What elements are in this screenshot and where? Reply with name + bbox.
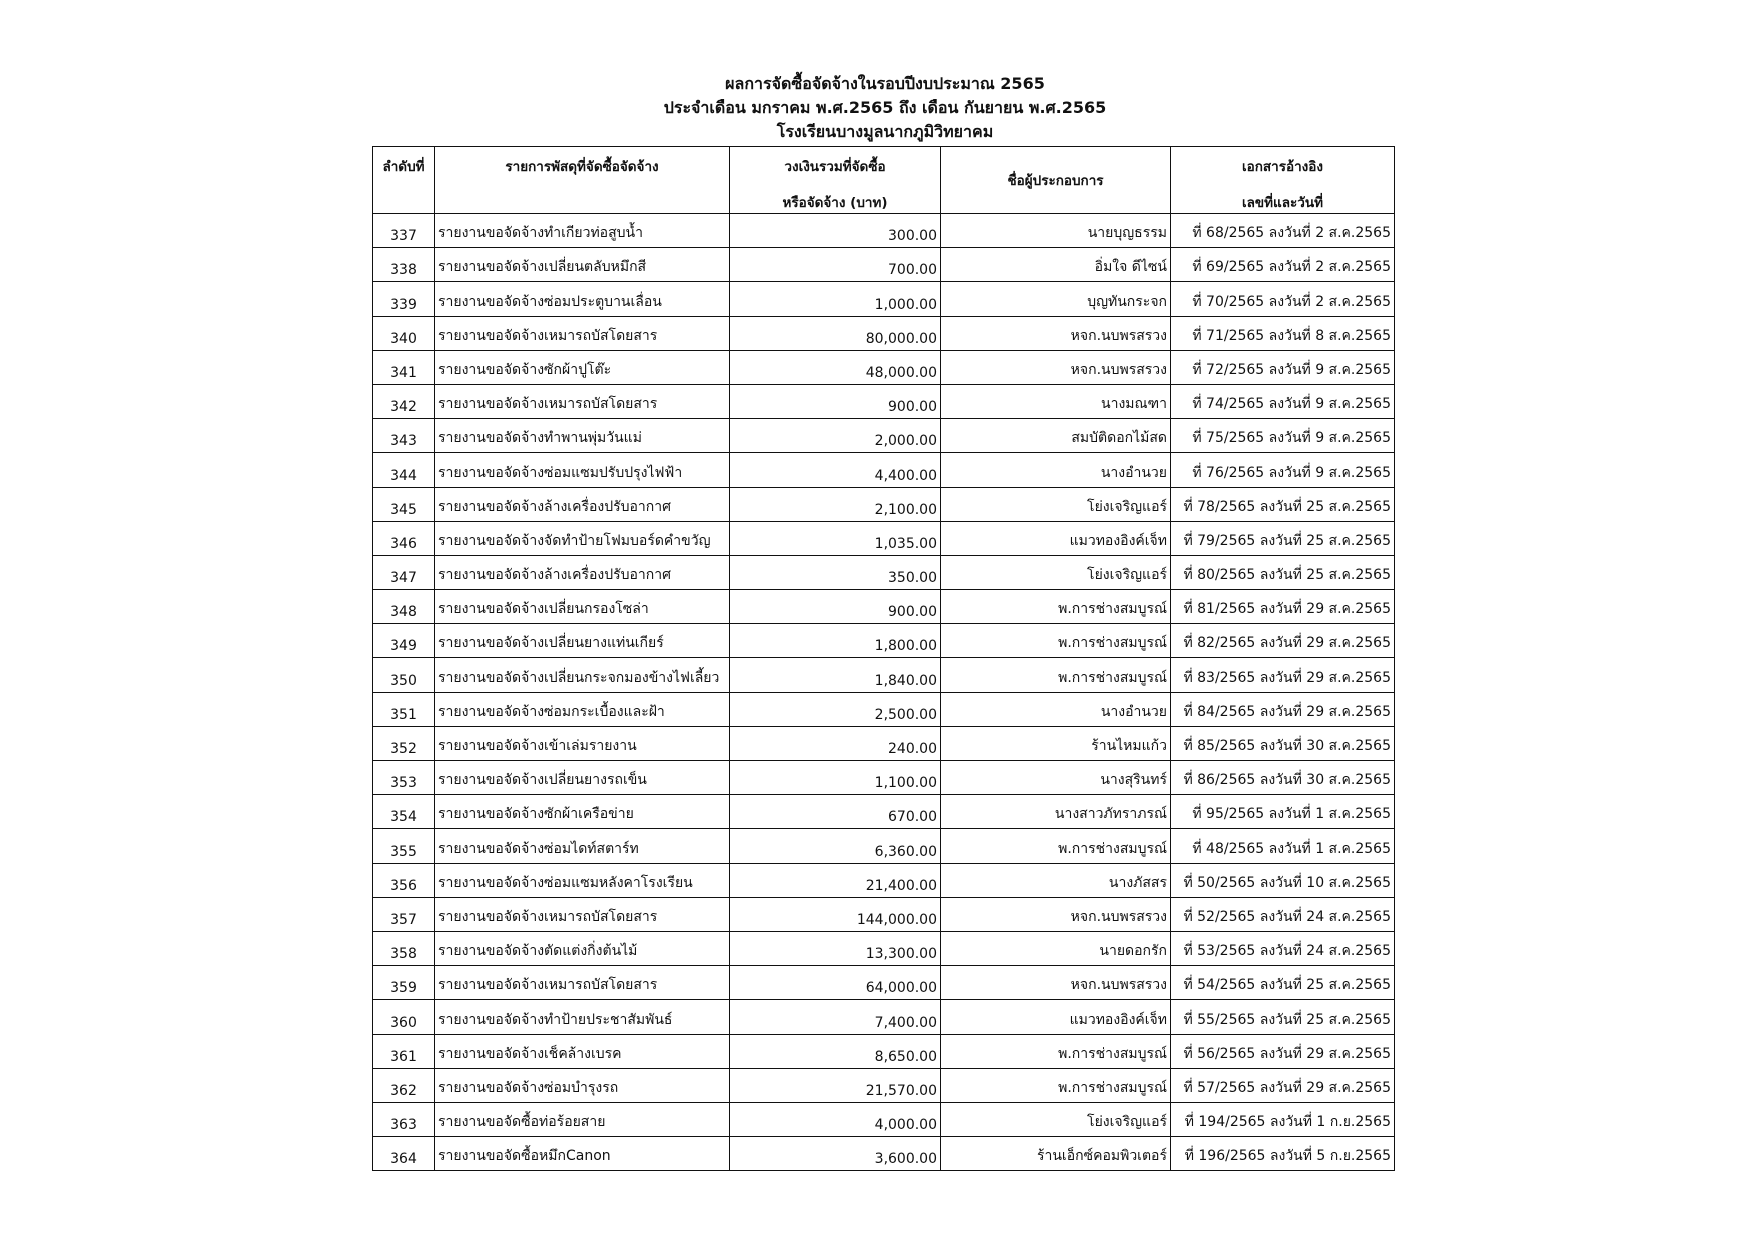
row-number: 343 — [373, 419, 435, 453]
header-amount-line2: หรือจัดจ้าง (บาท) — [782, 195, 888, 211]
vendor-name: โย่งเจริญแอร์ — [941, 1102, 1171, 1136]
row-number: 346 — [373, 521, 435, 555]
table-row — [373, 761, 1395, 795]
table-body — [373, 214, 1395, 1171]
vendor-name: นายดอกรัก — [941, 931, 1171, 965]
amount: 4,000.00 — [730, 1102, 941, 1136]
title-line-2: ประจำเดือน มกราคม พ.ศ.2565 ถึง เดือน กันยายน พ.ศ.2565 — [663, 98, 1107, 117]
row-number: 357 — [373, 897, 435, 931]
vendor-name: พ.การช่างสมบูรณ์ — [941, 1068, 1171, 1102]
table-row — [373, 384, 1395, 418]
item-description: รายงานขอจัดจ้างซ่อมแซมปรับปรุงไฟฟ้า — [435, 453, 730, 487]
item-description: รายงานขอจัดจ้างเหมารถบัสโดยสาร — [435, 966, 730, 1000]
row-number: 351 — [373, 692, 435, 726]
table-row — [373, 658, 1395, 692]
row-number: 359 — [373, 966, 435, 1000]
vendor-name: นางสุรินทร์ — [941, 761, 1171, 795]
table-header-row — [373, 147, 1395, 214]
item-description: รายงานขอจัดจ้างทำเกียวท่อสูบน้ำ — [435, 214, 730, 248]
vendor-name: นางมณฑา — [941, 384, 1171, 418]
reference-document: ที่ 82/2565 ลงวันที่ 29 ส.ค.2565 — [1171, 624, 1395, 658]
amount: 240.00 — [730, 726, 941, 760]
row-number: 353 — [373, 761, 435, 795]
item-description: รายงานขอจัดจ้างตัดแต่งกิ่งต้นไม้ — [435, 931, 730, 965]
vendor-name: พ.การช่างสมบูรณ์ — [941, 624, 1171, 658]
reference-document: ที่ 196/2565 ลงวันที่ 5 ก.ย.2565 — [1171, 1137, 1395, 1171]
vendor-name: นางภัสสร — [941, 863, 1171, 897]
vendor-name: พ.การช่างสมบูรณ์ — [941, 1034, 1171, 1068]
item-description: รายงานขอจัดจ้างซ่อมบำรุงรถ — [435, 1068, 730, 1102]
amount: 6,360.00 — [730, 829, 941, 863]
reference-document: ที่ 76/2565 ลงวันที่ 9 ส.ค.2565 — [1171, 453, 1395, 487]
table-row — [373, 1102, 1395, 1136]
reference-document: ที่ 68/2565 ลงวันที่ 2 ส.ค.2565 — [1171, 214, 1395, 248]
table-row — [373, 350, 1395, 384]
item-description: รายงานขอจัดจ้างเปลี่ยนตลับหมึกสี — [435, 248, 730, 282]
item-description: รายงานขอจัดจ้างซักผ้าปูโต๊ะ — [435, 350, 730, 384]
amount: 670.00 — [730, 795, 941, 829]
table-row — [373, 590, 1395, 624]
row-number: 364 — [373, 1137, 435, 1171]
amount: 900.00 — [730, 590, 941, 624]
item-description: รายงานขอจัดจ้างเหมารถบัสโดยสาร — [435, 316, 730, 350]
vendor-name: ร้านไหมแก้ว — [941, 726, 1171, 760]
row-number: 347 — [373, 555, 435, 589]
row-number: 337 — [373, 214, 435, 248]
vendor-name: บุญทันกระจก — [941, 282, 1171, 316]
table-row — [373, 521, 1395, 555]
vendor-name: ร้านเอ็กซ์คอมพิวเตอร์ — [941, 1137, 1171, 1171]
amount: 2,500.00 — [730, 692, 941, 726]
reference-document: ที่ 70/2565 ลงวันที่ 2 ส.ค.2565 — [1171, 282, 1395, 316]
item-description: รายงานขอจัดจ้างเช็คล้างเบรค — [435, 1034, 730, 1068]
reference-document: ที่ 75/2565 ลงวันที่ 9 ส.ค.2565 — [1171, 419, 1395, 453]
amount: 4,400.00 — [730, 453, 941, 487]
vendor-name: หจก.นบพรสรวง — [941, 897, 1171, 931]
item-description: รายงานขอจัดจ้างทำป้ายประชาสัมพันธ์ — [435, 1000, 730, 1034]
table-row — [373, 1137, 1395, 1171]
vendor-name: หจก.นบพรสรวง — [941, 350, 1171, 384]
item-description: รายงานขอจัดจ้างเปลี่ยนกระจกมองข้างไฟเลี้ยว — [435, 658, 730, 692]
row-number: 352 — [373, 726, 435, 760]
header-amount-line1: วงเงินรวมที่จัดซื้อ — [784, 159, 886, 175]
vendor-name: นายบุญธรรม — [941, 214, 1171, 248]
amount: 8,650.00 — [730, 1034, 941, 1068]
reference-document: ที่ 194/2565 ลงวันที่ 1 ก.ย.2565 — [1171, 1102, 1395, 1136]
amount: 2,000.00 — [730, 419, 941, 453]
table-row — [373, 897, 1395, 931]
table-row — [373, 419, 1395, 453]
reference-document: ที่ 81/2565 ลงวันที่ 29 ส.ค.2565 — [1171, 590, 1395, 624]
reference-document: ที่ 80/2565 ลงวันที่ 25 ส.ค.2565 — [1171, 555, 1395, 589]
row-number: 356 — [373, 863, 435, 897]
row-number: 358 — [373, 931, 435, 965]
reference-document: ที่ 79/2565 ลงวันที่ 25 ส.ค.2565 — [1171, 521, 1395, 555]
vendor-name: พ.การช่างสมบูรณ์ — [941, 590, 1171, 624]
header-ref — [1171, 147, 1395, 214]
reference-document: ที่ 71/2565 ลงวันที่ 8 ส.ค.2565 — [1171, 316, 1395, 350]
amount: 1,840.00 — [730, 658, 941, 692]
vendor-name: พ.การช่างสมบูรณ์ — [941, 829, 1171, 863]
item-description: รายงานขอจัดจ้างซักผ้าเครือข่าย — [435, 795, 730, 829]
vendor-name: โย่งเจริญแอร์ — [941, 555, 1171, 589]
reference-document: ที่ 50/2565 ลงวันที่ 10 ส.ค.2565 — [1171, 863, 1395, 897]
reference-document: ที่ 78/2565 ลงวันที่ 25 ส.ค.2565 — [1171, 487, 1395, 521]
vendor-name: หจก.นบพรสรวง — [941, 316, 1171, 350]
row-number: 349 — [373, 624, 435, 658]
table-row — [373, 931, 1395, 965]
table-row — [373, 282, 1395, 316]
vendor-name: หจก.นบพรสรวง — [941, 966, 1171, 1000]
reference-document: ที่ 84/2565 ลงวันที่ 29 ส.ค.2565 — [1171, 692, 1395, 726]
title-line-1: ผลการจัดซื้อจัดจ้างในรอบปีงบประมาณ 2565 — [725, 74, 1045, 93]
reference-document: ที่ 54/2565 ลงวันที่ 25 ส.ค.2565 — [1171, 966, 1395, 1000]
vendor-name: แมวทองอิงค์เจ็ท — [941, 1000, 1171, 1034]
item-description: รายงานขอจัดจ้างล้างเครื่องปรับอากาศ — [435, 555, 730, 589]
vendor-name: โย่งเจริญแอร์ — [941, 487, 1171, 521]
amount: 7,400.00 — [730, 1000, 941, 1034]
row-number: 355 — [373, 829, 435, 863]
reference-document: ที่ 53/2565 ลงวันที่ 24 ส.ค.2565 — [1171, 931, 1395, 965]
table-row — [373, 487, 1395, 521]
table-row — [373, 726, 1395, 760]
row-number: 363 — [373, 1102, 435, 1136]
table-row — [373, 624, 1395, 658]
row-number: 342 — [373, 384, 435, 418]
reference-document: ที่ 85/2565 ลงวันที่ 30 ส.ค.2565 — [1171, 726, 1395, 760]
amount: 80,000.00 — [730, 316, 941, 350]
table-row — [373, 863, 1395, 897]
header-item: รายการพัสดุที่จัดซื้อจัดจ้าง — [435, 147, 730, 214]
row-number: 344 — [373, 453, 435, 487]
item-description: รายงานขอจัดซื้อท่อร้อยสาย — [435, 1102, 730, 1136]
amount: 21,400.00 — [730, 863, 941, 897]
vendor-name: แมวทองอิงค์เจ็ท — [941, 521, 1171, 555]
reference-document: ที่ 52/2565 ลงวันที่ 24 ส.ค.2565 — [1171, 897, 1395, 931]
amount: 3,600.00 — [730, 1137, 941, 1171]
vendor-name: พ.การช่างสมบูรณ์ — [941, 658, 1171, 692]
row-number: 350 — [373, 658, 435, 692]
header-ref-line2: เลขที่และวันที่ — [1242, 195, 1323, 211]
amount: 900.00 — [730, 384, 941, 418]
header-ref-line1: เอกสารอ้างอิง — [1242, 159, 1323, 175]
amount: 300.00 — [730, 214, 941, 248]
item-description: รายงานขอจัดจ้างเหมารถบัสโดยสาร — [435, 897, 730, 931]
header-no: ลำดับที่ — [373, 147, 435, 214]
vendor-name: นางสาวภัทราภรณ์ — [941, 795, 1171, 829]
amount: 1,035.00 — [730, 521, 941, 555]
vendor-name: นางอำนวย — [941, 453, 1171, 487]
table-row — [373, 214, 1395, 248]
vendor-name: นางอำนวย — [941, 692, 1171, 726]
item-description: รายงานขอจัดจ้างซ่อมแซมหลังคาโรงเรียน — [435, 863, 730, 897]
header-amount — [730, 147, 941, 214]
reference-document: ที่ 86/2565 ลงวันที่ 30 ส.ค.2565 — [1171, 761, 1395, 795]
table-row — [373, 1068, 1395, 1102]
amount: 144,000.00 — [730, 897, 941, 931]
reference-document: ที่ 56/2565 ลงวันที่ 29 ส.ค.2565 — [1171, 1034, 1395, 1068]
table-row — [373, 248, 1395, 282]
amount: 48,000.00 — [730, 350, 941, 384]
amount: 1,100.00 — [730, 761, 941, 795]
reference-document: ที่ 55/2565 ลงวันที่ 25 ส.ค.2565 — [1171, 1000, 1395, 1034]
amount: 350.00 — [730, 555, 941, 589]
amount: 700.00 — [730, 248, 941, 282]
amount: 2,100.00 — [730, 487, 941, 521]
row-number: 361 — [373, 1034, 435, 1068]
row-number: 345 — [373, 487, 435, 521]
title-line-3: โรงเรียนบางมูลนากภูมิวิทยาคม — [776, 122, 994, 141]
table-row — [373, 795, 1395, 829]
row-number: 348 — [373, 590, 435, 624]
amount: 1,800.00 — [730, 624, 941, 658]
reference-document: ที่ 69/2565 ลงวันที่ 2 ส.ค.2565 — [1171, 248, 1395, 282]
amount: 13,300.00 — [730, 931, 941, 965]
vendor-name: สมบัติดอกไม้สด — [941, 419, 1171, 453]
item-description: รายงานขอจัดซื้อหมึกCanon — [435, 1137, 730, 1171]
row-number: 340 — [373, 316, 435, 350]
row-number: 341 — [373, 350, 435, 384]
row-number: 339 — [373, 282, 435, 316]
document-title-block — [370, 72, 1400, 144]
item-description: รายงานขอจัดจ้างทำพานพุ่มวันแม่ — [435, 419, 730, 453]
amount: 21,570.00 — [730, 1068, 941, 1102]
table-row — [373, 555, 1395, 589]
row-number: 362 — [373, 1068, 435, 1102]
item-description: รายงานขอจัดจ้างเปลี่ยนกรองโซล่า — [435, 590, 730, 624]
procurement-table — [372, 146, 1395, 1171]
table-row — [373, 829, 1395, 863]
item-description: รายงานขอจัดจ้างจัดทำป้ายโฟมบอร์ดคำขวัญ — [435, 521, 730, 555]
reference-document: ที่ 72/2565 ลงวันที่ 9 ส.ค.2565 — [1171, 350, 1395, 384]
table-row — [373, 316, 1395, 350]
row-number: 360 — [373, 1000, 435, 1034]
item-description: รายงานขอจัดจ้างเปลี่ยนยางรถเข็น — [435, 761, 730, 795]
table-row — [373, 966, 1395, 1000]
reference-document: ที่ 74/2565 ลงวันที่ 9 ส.ค.2565 — [1171, 384, 1395, 418]
table-row — [373, 692, 1395, 726]
reference-document: ที่ 48/2565 ลงวันที่ 1 ส.ค.2565 — [1171, 829, 1395, 863]
table-row — [373, 1034, 1395, 1068]
vendor-name: อิ่มใจ ดีไซน์ — [941, 248, 1171, 282]
item-description: รายงานขอจัดจ้างซ่อมไดท์สตาร์ท — [435, 829, 730, 863]
item-description: รายงานขอจัดจ้างล้างเครื่องปรับอากาศ — [435, 487, 730, 521]
item-description: รายงานขอจัดจ้างเข้าเล่มรายงาน — [435, 726, 730, 760]
item-description: รายงานขอจัดจ้างเหมารถบัสโดยสาร — [435, 384, 730, 418]
reference-document: ที่ 57/2565 ลงวันที่ 29 ส.ค.2565 — [1171, 1068, 1395, 1102]
reference-document: ที่ 83/2565 ลงวันที่ 29 ส.ค.2565 — [1171, 658, 1395, 692]
row-number: 354 — [373, 795, 435, 829]
table-row — [373, 453, 1395, 487]
table-row — [373, 1000, 1395, 1034]
reference-document: ที่ 95/2565 ลงวันที่ 1 ส.ค.2565 — [1171, 795, 1395, 829]
amount: 1,000.00 — [730, 282, 941, 316]
item-description: รายงานขอจัดจ้างซ่อมกระเบื้องและฝ้า — [435, 692, 730, 726]
row-number: 338 — [373, 248, 435, 282]
header-vendor: ชื่อผู้ประกอบการ — [941, 147, 1171, 214]
amount: 64,000.00 — [730, 966, 941, 1000]
item-description: รายงานขอจัดจ้างซ่อมประตูบานเลื่อน — [435, 282, 730, 316]
item-description: รายงานขอจัดจ้างเปลี่ยนยางแท่นเกียร์ — [435, 624, 730, 658]
